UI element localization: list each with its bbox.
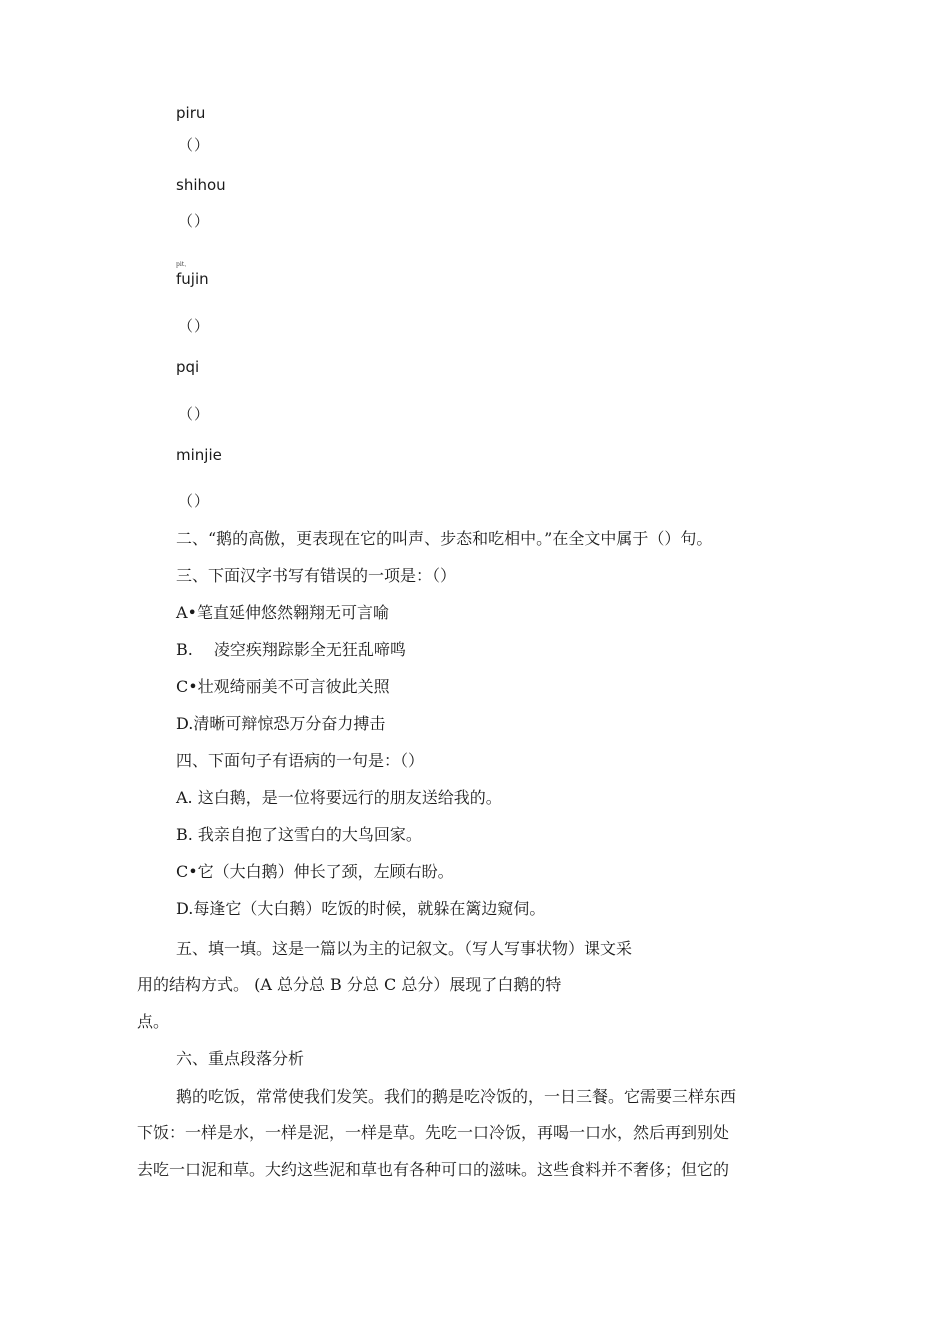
answer-blank-2: （） bbox=[178, 212, 211, 230]
answer-blank-3: （） bbox=[178, 317, 211, 335]
question-5-line-2: 用的结构方式。 (A 总分总 B 分总 C 总分）展现了白鹅的特 bbox=[137, 975, 562, 994]
question-2: 二、“鹅的高傲，更表现在它的叫声、步态和吃相中。”在全文中属于（）句。 bbox=[176, 529, 713, 548]
question-4-stem: 四、下面句子有语病的一句是：（） bbox=[176, 751, 425, 770]
question-4-option-a: A. 这白鹅，是一位将要远行的朋友送给我的。 bbox=[176, 788, 502, 807]
pinyin-item-5: minjie bbox=[176, 446, 222, 464]
question-4-option-c: C•它（大白鹅）伸长了颈，左顾右盼。 bbox=[176, 862, 454, 881]
pinyin-item-1: piru bbox=[176, 104, 206, 122]
question-3-option-b: B. 凌空疾翔踪影全无狂乱啼鸣 bbox=[176, 640, 406, 659]
question-3-option-d: D.清晰可辩惊恐万分奋力搏击 bbox=[176, 714, 386, 733]
question-3-stem: 三、下面汉字书写有错误的一项是：（） bbox=[176, 566, 457, 585]
question-6-heading: 六、重点段落分析 bbox=[176, 1049, 305, 1068]
answer-blank-4: （） bbox=[178, 405, 211, 423]
passage-line-3: 去吃一口泥和草。大约这些泥和草也有各种可口的滋味。这些食料并不奢侈；但它的 bbox=[137, 1160, 730, 1179]
answer-blank-1: （） bbox=[178, 136, 211, 154]
question-3-option-a: A•笔直延伸悠然翱翔无可言喻 bbox=[176, 603, 389, 622]
question-3-option-c: C•壮观绮丽美不可言彼此关照 bbox=[176, 677, 390, 696]
question-5-line-3: 点。 bbox=[137, 1012, 170, 1031]
question-4-option-b: B. 我亲自抱了这雪白的大鸟回家。 bbox=[176, 825, 422, 844]
passage-line-1: 鹅的吃饭，常常使我们发笑。我们的鹅是吃冷饭的，一日三餐。它需要三样东西 bbox=[176, 1087, 737, 1106]
answer-blank-5: （） bbox=[178, 492, 211, 510]
question-5-line-1: 五、填一填。这是一篇以为主的记叙文。（写人写事状物）课文采 bbox=[176, 939, 633, 958]
pinyin-item-2: shihou bbox=[176, 176, 226, 194]
question-4-option-d: D.每逢它（大白鹅）吃饭的时候，就躲在篱边窥伺。 bbox=[176, 899, 546, 918]
pinyin-item-4: pqi bbox=[176, 358, 200, 376]
passage-line-2: 下饭：一样是水，一样是泥，一样是草。先吃一口冷饭，再喝一口水，然后再到别处 bbox=[137, 1123, 730, 1142]
pinyin-item-3: fujin bbox=[176, 270, 209, 288]
small-mark: pit、 bbox=[176, 261, 191, 268]
